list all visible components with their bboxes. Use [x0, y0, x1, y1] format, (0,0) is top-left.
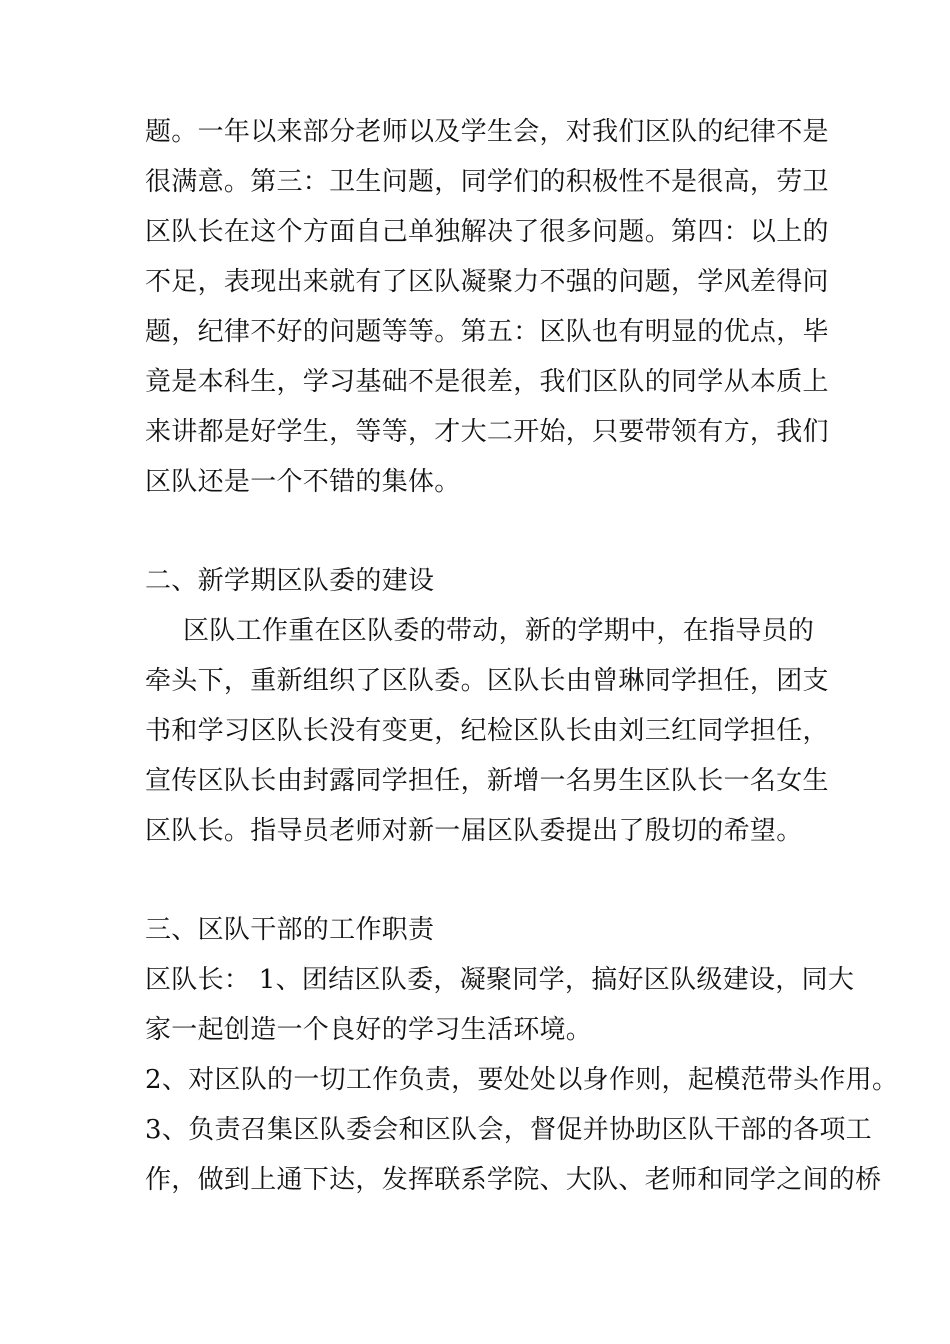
- text-line: 竟是本科生，学习基础不是很差，我们区队的同学从本质上: [145, 367, 829, 397]
- text-line: 书和学习区队长没有变更，纪检区队长由刘三红同学担任，: [145, 716, 829, 746]
- text-line: 不足，表现出来就有了区队凝聚力不强的问题，学风差得问: [145, 267, 829, 297]
- text-line: 区队长。指导员老师对新一届区队委提出了殷切的希望。: [145, 816, 803, 846]
- text-line: 家一起创造一个良好的学习生活环境。: [145, 1015, 593, 1045]
- text-line: 区队长： 1、团结区队委，凝聚同学，搞好区队级建设，同大: [145, 965, 855, 995]
- section-3-heading: 三、区队干部的工作职责: [145, 915, 435, 945]
- text-line: 题。一年以来部分老师以及学生会，对我们区队的纪律不是: [145, 117, 829, 147]
- text-line: 3、负责召集区队委会和区队会，督促并协助区队干部的各项工: [145, 1115, 872, 1145]
- text-line: 2、对区队的一切工作负责，要处处以身作则，起模范带头作用。: [145, 1065, 899, 1095]
- text-line: 区队还是一个不错的集体。: [145, 467, 461, 497]
- section-2-heading: 二、新学期区队委的建设: [145, 566, 435, 596]
- text-line: 作，做到上通下达，发挥联系学院、大队、老师和同学之间的桥: [145, 1165, 882, 1195]
- text-line: 很满意。第三：卫生问题，同学们的积极性不是很高，劳卫: [145, 167, 829, 197]
- text-line: 来讲都是好学生，等等，才大二开始，只要带领有方，我们: [145, 417, 829, 447]
- text-line: 牵头下，重新组织了区队委。区队长由曾琳同学担任，团支: [145, 666, 829, 696]
- text-line: 题，纪律不好的问题等等。第五：区队也有明显的优点，毕: [145, 317, 829, 347]
- text-line: 宣传区队长由封露同学担任，新增一名男生区队长一名女生: [145, 766, 829, 796]
- text-line: 区队工作重在区队委的带动，新的学期中，在指导员的: [183, 616, 815, 646]
- text-line: 区队长在这个方面自己单独解决了很多问题。第四：以上的: [145, 217, 829, 247]
